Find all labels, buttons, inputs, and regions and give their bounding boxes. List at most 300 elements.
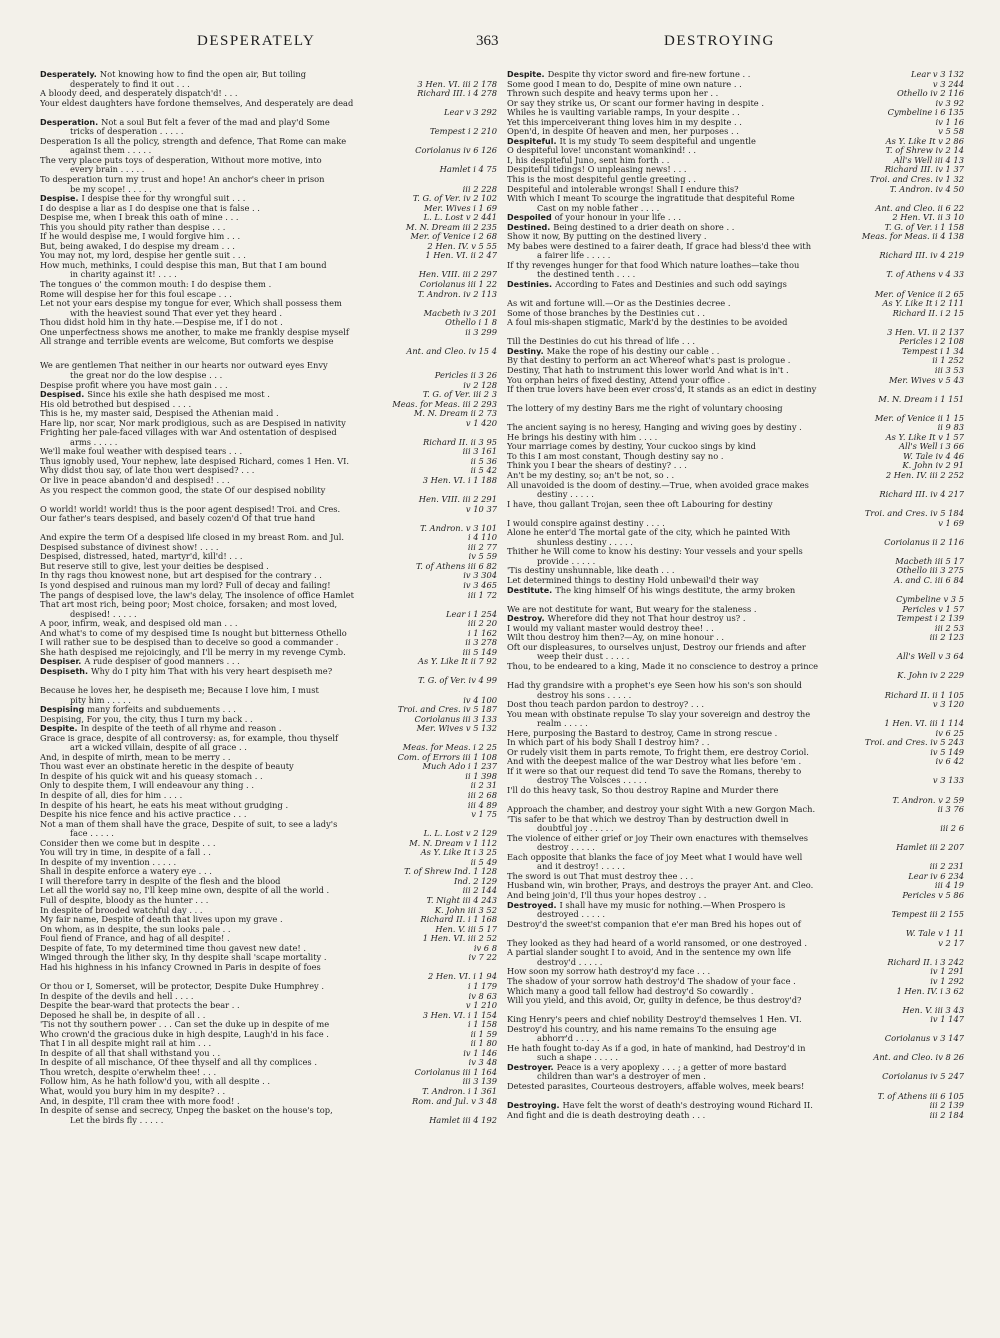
headword: Destinies. (507, 280, 553, 290)
quotation-text: The tongues o' the common mouth: I do despise them . (40, 280, 272, 290)
concordance-line (507, 1053, 964, 1063)
play-reference: i 1 158 (464, 1020, 497, 1030)
play-reference: 3 Hen. VI. i 1 154 (419, 1011, 497, 1021)
quotation-text: Our father's tears despised, and basely cozen'd Of that true hand (40, 514, 316, 524)
quotation-text: I will therefore tarry in despite of the flesh and the blood (40, 876, 281, 886)
play-reference: As Y. Like It i 2 111 (878, 299, 964, 309)
concordance-line (507, 920, 964, 930)
concordance-line (40, 486, 497, 496)
quotation-text: To desperation turn my trust and hope! An anchor's cheer in prison (40, 175, 325, 185)
quotation-text: face . . . . . (70, 829, 114, 839)
quotation-text: In despite of my invention . . . . . (40, 857, 177, 867)
play-reference: Hen. V. iii 3 43 (898, 1006, 964, 1016)
play-reference: iv 4 100 (459, 696, 497, 706)
play-reference: Troi. and Cres. iv 5 243 (861, 738, 964, 748)
play-reference: iii 2 184 (926, 1111, 964, 1121)
quotation-text: As wit and fortune will.—Or as the Destinies decree . (507, 299, 731, 309)
concordance-line (507, 490, 964, 500)
play-reference: iii 4 19 (931, 881, 964, 891)
concordance-line (40, 1068, 497, 1078)
headword: Destroy. (507, 614, 545, 624)
quotation-text: Deposed he shall be, in despite of all . . (40, 1010, 206, 1020)
play-reference: W. Tale v 1 11 (902, 929, 964, 939)
quotation-text: In thy rags thou knowest none, but art despised for the contrary . . (40, 571, 322, 581)
concordance-line (40, 1087, 497, 1097)
quotation-text: My fair name, Despite of death that lives upon my grave . (40, 915, 283, 925)
quotation-text: All unavoided is the doom of destiny.—True, when avoided grace makes (507, 480, 809, 490)
concordance-line (507, 671, 964, 681)
quotation-text: Not knowing how to find the open air, But toiling (99, 70, 307, 79)
play-reference: v 5 58 (934, 127, 964, 137)
concordance-line (40, 858, 497, 868)
concordance-line (40, 505, 497, 515)
quotation-text: Despite the bear-ward that protects the bear . . (40, 1001, 240, 1011)
quotation-text: In despite of the teeth of all rhyme and reason . (80, 724, 282, 734)
play-reference: Othello iii 3 275 (892, 566, 964, 576)
play-reference: Richard III. i 4 278 (413, 89, 497, 99)
quotation-text: Or thou or I, Somerset, will be protector, Despite Duke Humphrey . (40, 981, 324, 991)
quotation-text: destiny . . . . . (537, 490, 594, 500)
quotation-text: Destiny, That hath to instrument this lower world And what is in't . (507, 365, 789, 375)
concordance-line (507, 1082, 964, 1092)
quotation-text: It is my study To seem despiteful and ungentle (559, 136, 756, 146)
play-reference: M. N. Dream i 1 151 (874, 395, 964, 405)
play-reference: ii 1 59 (467, 1030, 497, 1040)
quotation-text: tricks of desperation . . . . . (70, 127, 184, 137)
concordance-line (507, 1015, 964, 1025)
play-reference: Richard II. i 3 242 (883, 958, 964, 968)
play-reference: Troi. and Cres. iv 5 184 (861, 509, 964, 519)
concordance-headword-line (40, 724, 497, 734)
quotation-text: Husband win, win brother, Prays, and destroys the prayer Ant. and Cleo. (507, 881, 814, 891)
concordance-line (507, 595, 964, 605)
quotation-text: Despising, For you, the city, thus I turn my back . . (40, 714, 253, 724)
concordance-line (507, 767, 964, 777)
quotation-text: The very place puts toys of desperation, Without more motive, into (40, 155, 322, 165)
quotation-text: Make the rope of his destiny our cable . . (546, 346, 720, 356)
concordance-line (507, 175, 964, 185)
concordance-line (40, 466, 497, 476)
quotation-text: I do despise a liar as I do despise one that is false . . (40, 203, 260, 213)
play-reference: K. John iv 2 91 (898, 461, 964, 471)
concordance-line (507, 242, 964, 252)
page-header (0, 33, 1000, 55)
quotation-text: Your eldest daughters have fordone themselves, And desperately are dead (40, 98, 354, 108)
concordance-headword-line (507, 280, 964, 290)
play-reference: Lear i 1 254 (442, 610, 497, 620)
concordance-line (40, 963, 497, 973)
concordance-line (40, 371, 497, 381)
concordance-line (40, 476, 497, 486)
headword: Destiny. (507, 346, 544, 356)
concordance-line (507, 337, 964, 347)
play-reference: Macbeth iv 3 201 (420, 309, 497, 319)
play-reference: iii 2 139 (926, 1101, 964, 1111)
play-reference: Cymbeline i 6 135 (884, 108, 964, 118)
header-first-word: DESPERATELY (197, 33, 316, 49)
concordance-line (507, 805, 964, 815)
concordance-line (40, 165, 497, 175)
quotation-text: Let the birds fly . . . . . (70, 1115, 164, 1125)
quotation-text: destroy The Volsces . . . . . (537, 776, 647, 786)
quotation-text: Had his highness in his infancy Crowned in Paris in despite of foes (40, 962, 321, 972)
concordance-line (40, 524, 497, 534)
quotation-text: 'Tis safer to be that which we destroy Than by destruction dwell in (507, 814, 789, 824)
quotation-text: They looked as they had heard of a world ransomed, or one destroyed . (507, 938, 808, 948)
play-reference: Troi. and Cres. iv 1 32 (866, 175, 964, 185)
concordance-line (40, 428, 497, 438)
play-reference: As Y. Like It v 1 57 (882, 433, 964, 443)
concordance-line (40, 1030, 497, 1040)
play-reference: iv 5 59 (465, 552, 497, 562)
quotation-text: Despiteful and intolerable wrongs! Shall I endure this? (507, 184, 739, 194)
quotation-text: Thus ignobly used, Your nephew, late despised Richard, comes 1 Hen. VI. (40, 456, 350, 466)
concordance-line (507, 891, 964, 901)
quotation-text: Cast on my noble father . . . . (537, 203, 660, 213)
concordance-line (40, 1116, 497, 1126)
play-reference: Richard III. iv 4 219 (875, 251, 964, 261)
play-reference: Tempest i 1 34 (898, 347, 964, 357)
concordance-line (40, 328, 497, 338)
concordance-line (507, 872, 964, 882)
concordance-line (40, 571, 497, 581)
quotation-text: And fight and die is death destroying death . . . (507, 1110, 706, 1120)
left-column (40, 70, 497, 1332)
concordance-line (507, 500, 964, 510)
quotation-text: What, would you bury him in my despite? . . (40, 1086, 226, 1096)
play-reference: iv 1 291 (926, 967, 964, 977)
concordance-line (507, 318, 964, 328)
quotation-text: of your honour in your life . . . (554, 213, 682, 223)
quotation-text: Which many a good tall fellow had destroy'd So cowardly . (507, 986, 754, 996)
concordance-headword-line (40, 657, 497, 667)
concordance-line (40, 270, 497, 280)
play-reference: v 1 75 (467, 810, 497, 820)
quotation-text: He brings his destiny with him . . . . (507, 432, 658, 442)
concordance-line (40, 261, 497, 271)
concordance-line (40, 223, 497, 233)
quotation-text: pity him . . . . . (70, 695, 131, 705)
play-reference: iv 3 92 (932, 99, 964, 109)
concordance-line (40, 137, 497, 147)
play-reference: All's Well i 3 66 (895, 442, 964, 452)
concordance-line (507, 748, 964, 758)
concordance-line (507, 538, 964, 548)
concordance-line (40, 318, 497, 328)
concordance-line (40, 514, 497, 524)
quotation-text: Detested parasites, Courteous destroyers, affable wolves, meek bears! (507, 1081, 805, 1091)
quotation-text: Being destined to a drier death on shore . . (553, 222, 735, 232)
concordance-line (40, 337, 497, 347)
quotation-text: Rome will despise her for this foul escape . . . (40, 289, 232, 299)
quotation-text: despised! . . . . . (70, 609, 137, 619)
headword: Despiseth. (40, 666, 89, 676)
concordance-line (40, 381, 497, 391)
play-reference: iv 3 304 (459, 571, 497, 581)
concordance-line (507, 442, 964, 452)
concordance-line (40, 619, 497, 629)
concordance-line (40, 175, 497, 185)
quotation-text: In which part of his body Shall I destroy him? . . (507, 738, 710, 748)
play-reference: Hen. VIII. iii 2 291 (415, 495, 497, 505)
play-reference: iii 3 161 (459, 447, 497, 457)
concordance-line (507, 80, 964, 90)
play-reference: ii 1 398 (461, 772, 497, 782)
play-reference: Meas. for Meas. ii 4 138 (858, 232, 964, 242)
concordance-headword-line (507, 347, 964, 357)
play-reference: T. G. of Ver. i 1 158 (881, 223, 964, 233)
concordance-line (507, 251, 964, 261)
quotation-text: Thou wast ever an obstinate heretic in the despite of beauty (40, 762, 294, 772)
concordance-line (507, 156, 964, 166)
quotation-text: A foul mis-shapen stigmatic, Mark'd by the destinies to be avoided (507, 318, 788, 328)
concordance-line (40, 992, 497, 1002)
quotation-text: And expire the term Of a despised life closed in my breast Rom. and Jul. (40, 533, 345, 543)
concordance-line (507, 796, 964, 806)
quotation-text: A poor, infirm, weak, and despised old man . . . (40, 619, 238, 629)
play-reference: T. G. of Ver. iv 2 102 (409, 194, 497, 204)
concordance-line (40, 127, 497, 137)
quotation-text: O world! world! world! thus is the poor agent despised! Troi. and Cres. (40, 504, 341, 514)
quotation-text: You may not, my lord, despise her gentle suit . . . (40, 251, 246, 261)
quotation-text: Foul fiend of France, and hag of all despite! . (40, 934, 230, 944)
concordance-line (40, 1011, 497, 1021)
quotation-text: This you should pity rather than despise . . . (40, 222, 226, 232)
play-reference: Ant. and Cleo. ii 6 22 (871, 204, 964, 214)
quotation-text: Wherefore did they not That hour destroy us? . (547, 614, 746, 624)
quotation-text: Since his exile she hath despised me most . (87, 390, 270, 400)
quotation-text: Not a soul But felt a fever of the mad and play'd Some (101, 117, 330, 127)
play-reference: Pericles v 5 86 (898, 891, 964, 901)
concordance-line (507, 1072, 964, 1082)
quotation-text: In despite of his quick wit and his queasy stomach . . (40, 771, 263, 781)
play-reference: T. of Shrew Ind. 1 128 (400, 867, 497, 877)
concordance-line (507, 862, 964, 872)
concordance-line (507, 204, 964, 214)
quotation-text: Hare lip, nor scar, Nor mark prodigious, such as are Despised in nativity (40, 418, 346, 428)
concordance-line (40, 781, 497, 791)
concordance-line (40, 361, 497, 371)
concordance-line (507, 89, 964, 99)
concordance-line (507, 881, 964, 891)
concordance-headword-line (507, 213, 964, 223)
quotation-text: Whiles he is vaulting variable ramps, In your despite . . (507, 108, 740, 118)
quotation-text: King Henry's peers and chief nobility Destroy'd themselves 1 Hen. VI. (507, 1015, 802, 1025)
quotation-text: children than war's a destroyer of men . (537, 1072, 706, 1082)
headword: Destroyed. (507, 900, 557, 910)
quotation-text: The ancient saying is no heresy, Hanging and wiving goes by destiny . (507, 423, 802, 433)
headword: Destitute. (507, 585, 553, 595)
concordance-line (507, 776, 964, 786)
play-reference: K. John iv 2 229 (893, 671, 964, 681)
play-reference: T. of Athens v 4 33 (882, 270, 964, 280)
concordance-line (40, 1058, 497, 1068)
concordance-line (40, 944, 497, 954)
play-reference: M. N. Dream ii 2 73 (410, 409, 497, 419)
concordance-headword-line (507, 1101, 964, 1111)
play-reference: 3 Hen. VI. i 1 188 (419, 476, 497, 486)
concordance-line (40, 562, 497, 572)
concordance-line (507, 987, 964, 997)
play-reference: ii 1 252 (928, 356, 964, 366)
concordance-line (40, 915, 497, 925)
concordance-line (507, 996, 964, 1006)
concordance-line (507, 423, 964, 433)
play-reference: As Y. Like It ii 7 92 (414, 657, 497, 667)
concordance-line (40, 648, 497, 658)
play-reference: Richard II. ii 3 95 (419, 438, 497, 448)
quotation-text: Your marriage comes by destiny, Your cuckoo sings by kind (507, 442, 756, 452)
concordance-line (40, 743, 497, 753)
play-reference: iv 3 465 (459, 581, 497, 591)
quotation-text: I'll do this heavy task, So thou destroy Rapine and Murder there (507, 786, 779, 796)
quotation-text: weep their dust . . . . . (537, 652, 630, 662)
quotation-text: And with the deepest malice of the war Destroy what lies before 'em . (507, 757, 802, 767)
play-reference: Hen. VIII. iii 2 297 (415, 270, 497, 280)
concordance-line (507, 146, 964, 156)
concordance-line (40, 839, 497, 849)
concordance-line (40, 867, 497, 877)
play-reference: iii 2 123 (926, 633, 964, 643)
quotation-text: The sword is out That must destroy thee . . . (507, 871, 694, 881)
quotation-text: O despiteful love! unconstant womankind! . . (507, 146, 697, 156)
concordance-line (40, 447, 497, 457)
headword: Despite. (40, 724, 78, 734)
quotation-text: Think you I bear the shears of destiny? . . . (507, 461, 687, 471)
quotation-text: destroy'd . . . . . (537, 957, 603, 967)
concordance-headword-line (40, 667, 497, 677)
concordance-line (40, 934, 497, 944)
play-reference: Mer. Wives i 1 69 (420, 204, 497, 214)
quotation-text: With which I meant To scourge the ingratitude that despiteful Rome (507, 194, 795, 204)
play-reference: 1 Hen. VI. iii 1 114 (880, 719, 964, 729)
quotation-text: destroy his sons . . . . . (537, 690, 632, 700)
concordance-line (507, 1006, 964, 1016)
play-reference: iii 3 139 (459, 1077, 497, 1087)
play-reference: Lear iv 6 234 (904, 872, 964, 882)
concordance-line (507, 834, 964, 844)
concordance-line (40, 213, 497, 223)
quotation-text: Alone he enter'd The mortal gate of the city, which he painted With (507, 528, 791, 538)
play-reference: Coriolanus iv 5 247 (878, 1072, 964, 1082)
concordance-line (507, 786, 964, 796)
play-reference: v 1 420 (462, 419, 497, 429)
quotation-text: Why do I pity him That with his very heart despiseth me? (91, 666, 333, 676)
play-reference: Tempest i 2 210 (426, 127, 497, 137)
quotation-text: Despised, distressed, hated, martyr'd, kill'd! . . . (40, 552, 243, 562)
concordance-line (507, 977, 964, 987)
headword: Despite. (507, 70, 545, 79)
quotation-text: Peace is a very apoplexy . . . ; a getter of more bastard (556, 1062, 787, 1072)
play-reference: 2 Hen. VI. ii 3 10 (888, 213, 964, 223)
quotation-text: To this I am most constant, Though destiny say no . (507, 451, 724, 461)
quotation-text: Here, purposing the Bastard to destroy, Came in strong rescue . (507, 728, 778, 738)
play-reference: Much Ado i 1 237 (419, 762, 497, 772)
concordance-line (507, 958, 964, 968)
play-reference: Hamlet iii 4 192 (425, 1116, 497, 1126)
quotation-text: Oft our displeasures, to ourselves unjust, Destroy our friends and after (507, 642, 806, 652)
play-reference: i 1 179 (464, 982, 497, 992)
quotation-text: Despite his nice fence and his active practice . . . (40, 810, 247, 820)
play-reference: A. and C. iii 6 84 (890, 576, 964, 586)
play-reference: 1 Hen. IV. i 3 62 (892, 987, 964, 997)
quotation-text: I would conspire against destiny . . . . (507, 518, 665, 528)
quotation-text: Despiteful tidings! O unpleasing news! . . . (507, 165, 687, 175)
quotation-text: Despite thy victor sword and fire-new fortune . . (547, 70, 751, 79)
play-reference: v 1 69 (934, 519, 964, 529)
play-reference: Othello i 1 8 (441, 318, 497, 328)
concordance-line (40, 1106, 497, 1116)
play-reference: L. L. Lost v 2 129 (420, 829, 497, 839)
quotation-text: My babes were destined to a fairer death, If grace had bless'd thee with (507, 241, 812, 251)
concordance-headword-line (507, 137, 964, 147)
concordance-line (507, 404, 964, 414)
concordance-line (40, 409, 497, 419)
concordance-line (507, 576, 964, 586)
quotation-text: His old betrothed but despised . . . . (40, 399, 192, 409)
concordance-line (507, 356, 964, 366)
concordance-line (40, 146, 497, 156)
play-reference: Mer. of Venice ii 2 65 (871, 290, 964, 300)
quotation-text: In despite of all that shall withstand you . . (40, 1048, 221, 1058)
quotation-text: But reserve still to give, lest your deities be despised . (40, 561, 269, 571)
play-reference: v 10 37 (462, 505, 497, 515)
headword: Despise. (40, 194, 79, 204)
play-reference: iv 1 292 (926, 977, 964, 987)
quotation-text: As you respect the common good, the state Of our despised nobility (40, 485, 326, 495)
quotation-text: every brain . . . . . (70, 165, 145, 175)
play-reference: Othello iv 2 116 (893, 89, 964, 99)
header-last-word: DESTROYING (664, 33, 775, 49)
concordance-line (507, 910, 964, 920)
play-reference: Mer. Wives v 5 132 (413, 724, 497, 734)
concordance-line (507, 719, 964, 729)
concordance-line (40, 108, 497, 118)
quotation-text: provide . . . . . (537, 556, 596, 566)
headword: Destroying. (507, 1101, 560, 1111)
play-reference: 1 Hen. VI. iii 2 52 (419, 934, 497, 944)
quotation-text: This is the most despiteful gentle greeting . . (507, 175, 697, 185)
quotation-text: Open'd, in despite Of heaven and men, her purposes . . (507, 127, 739, 137)
quotation-text: I will rather sue to be despised than to deceive so good a commander . (40, 638, 339, 648)
quotation-text: and it destroy! . . . . . (537, 862, 626, 872)
concordance-headword-line (507, 70, 964, 80)
quotation-text: He hath fought to-day As if a god, in hate of mankind, had Destroy'd in (507, 1043, 806, 1053)
quotation-text: Winged through the lither sky, In thy despite shall 'scape mortality . (40, 953, 327, 963)
play-reference: iv 1 147 (926, 1015, 964, 1025)
concordance-line (507, 557, 964, 567)
headword: Desperation. (40, 117, 99, 127)
play-reference: 2 Hen. VI. i 1 94 (424, 972, 497, 982)
quotation-text: Grace is grace, despite of all controversy: as, for example, thou thyself (40, 733, 339, 743)
concordance-line (40, 896, 497, 906)
play-reference: K. John iii 3 52 (431, 906, 497, 916)
play-reference: Ant. and Cleo. iv 15 4 (402, 347, 497, 357)
quotation-text: In despite of all, dies for him . . . . (40, 791, 183, 801)
play-reference: ii 5 42 (467, 466, 497, 476)
play-reference: Richard III. iv 4 217 (875, 490, 964, 500)
quotation-text: A partial slander sought I to avoid, And in the sentence my own life (507, 948, 792, 958)
play-reference: iv 7 22 (465, 953, 497, 963)
play-reference: Richard II. i 1 168 (416, 915, 497, 925)
concordance-line (507, 691, 964, 701)
concordance-line (40, 280, 497, 290)
concordance-line (40, 543, 497, 553)
headword: Despising (40, 705, 85, 715)
play-reference: Macbeth iii 5 17 (891, 557, 964, 567)
concordance-line (40, 801, 497, 811)
concordance-line (507, 1092, 964, 1102)
